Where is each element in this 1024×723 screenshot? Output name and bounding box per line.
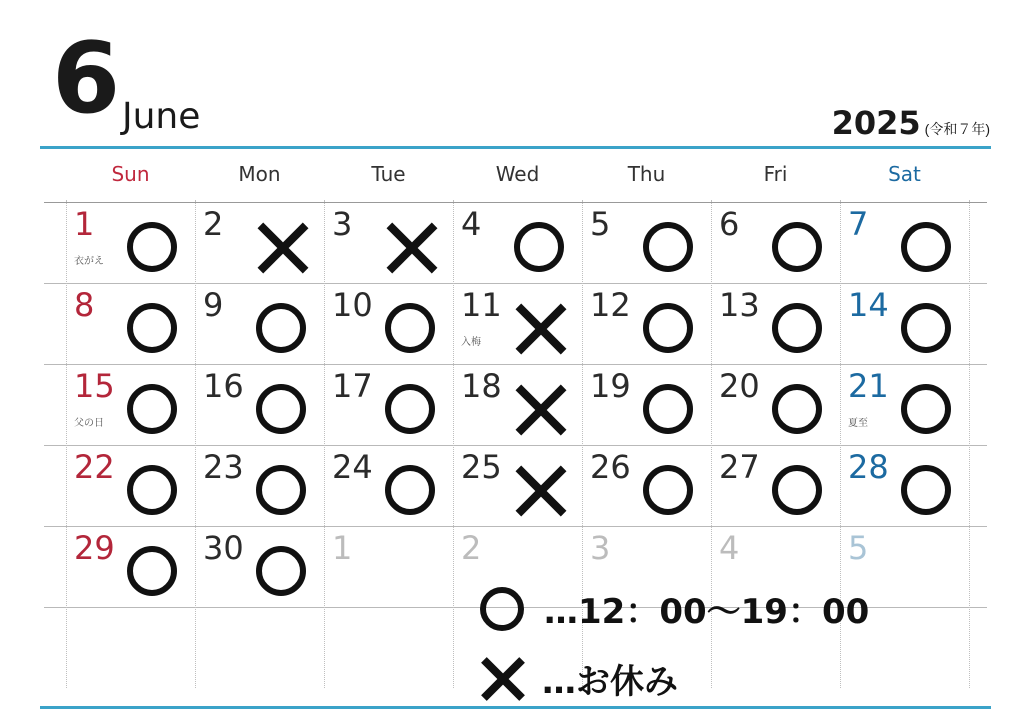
open-circle-icon [643, 465, 693, 515]
day-number: 23 [203, 448, 244, 486]
day-number: 16 [203, 367, 244, 405]
day-number: 27 [719, 448, 760, 486]
day-number: 7 [848, 205, 869, 243]
open-circle-icon [256, 465, 306, 515]
day-cell [711, 445, 840, 526]
day-number: 11 [461, 286, 502, 324]
header-rule [40, 146, 991, 149]
open-circle-icon [901, 465, 951, 515]
open-circle-icon [127, 465, 177, 515]
day-number: 6 [719, 205, 740, 243]
day-cell [324, 526, 453, 607]
day-cell [453, 202, 582, 283]
day-cell [453, 283, 582, 364]
closed-cross-icon [255, 220, 311, 276]
day-number: 29 [74, 529, 115, 567]
day-number: 3 [590, 529, 611, 567]
day-cell [453, 445, 582, 526]
open-circle-icon [256, 546, 306, 596]
day-number: 30 [203, 529, 244, 567]
day-number: 2 [203, 205, 224, 243]
open-circle-icon [385, 303, 435, 353]
open-circle-icon [127, 384, 177, 434]
weekday-sun: Sun [111, 162, 150, 186]
day-cell [582, 283, 711, 364]
day-note: 父の日 [74, 418, 104, 429]
day-cell [195, 283, 324, 364]
cross-mark-icon [480, 656, 526, 702]
year: 2025 [831, 104, 921, 142]
day-number: 18 [461, 367, 502, 405]
day-cell [66, 283, 195, 364]
day-note: 衣がえ [74, 256, 104, 267]
open-circle-icon [127, 303, 177, 353]
day-number: 25 [461, 448, 502, 486]
month-number: 6 [52, 22, 121, 136]
open-circle-icon [772, 303, 822, 353]
weekday-thu: Thu [627, 162, 666, 186]
closed-cross-icon [513, 301, 569, 357]
day-number: 26 [590, 448, 631, 486]
open-circle-icon [256, 384, 306, 434]
day-note: 入梅 [461, 337, 481, 348]
day-number: 2 [461, 529, 482, 567]
day-cell [195, 202, 324, 283]
day-number: 21 [848, 367, 889, 405]
open-circle-icon [901, 222, 951, 272]
day-cell [66, 202, 195, 283]
open-circle-icon [643, 384, 693, 434]
day-cell [195, 364, 324, 445]
day-cell [66, 526, 195, 607]
weekday-tue: Tue [371, 162, 406, 186]
open-circle-icon [127, 546, 177, 596]
day-cell [453, 364, 582, 445]
weekday-mon: Mon [238, 162, 281, 186]
day-cell [840, 202, 969, 283]
legend-open [480, 584, 869, 633]
day-number: 9 [203, 286, 224, 324]
day-number: 19 [590, 367, 631, 405]
year-block [832, 104, 990, 142]
day-number: 24 [332, 448, 373, 486]
open-circle-icon [772, 222, 822, 272]
day-number: 14 [848, 286, 889, 324]
day-cell [582, 202, 711, 283]
day-cell [195, 445, 324, 526]
grid-divider [969, 200, 970, 688]
open-circle-icon [772, 465, 822, 515]
day-number: 13 [719, 286, 760, 324]
month-name: June [122, 96, 201, 137]
day-cell [324, 283, 453, 364]
legend-closed [480, 654, 678, 703]
day-cell [840, 364, 969, 445]
day-cell [582, 364, 711, 445]
circle-mark-icon [480, 587, 524, 631]
era: (令和７年) [924, 121, 990, 137]
day-number: 20 [719, 367, 760, 405]
weekday-wed: Wed [495, 162, 540, 186]
weekday-sat: Sat [888, 162, 921, 186]
day-number: 15 [74, 367, 115, 405]
day-number: 17 [332, 367, 373, 405]
legend-open-text: …12：00～19：00 [544, 592, 870, 632]
day-note: 夏至 [848, 418, 868, 429]
day-cell [195, 526, 324, 607]
day-cell [711, 202, 840, 283]
open-circle-icon [901, 303, 951, 353]
open-circle-icon [643, 222, 693, 272]
weekday-fri: Fri [763, 162, 788, 186]
day-cell [324, 364, 453, 445]
day-number: 4 [719, 529, 740, 567]
day-cell [840, 445, 969, 526]
day-number: 28 [848, 448, 889, 486]
day-number: 12 [590, 286, 631, 324]
day-number: 4 [461, 205, 482, 243]
day-cell [324, 445, 453, 526]
day-cell [840, 283, 969, 364]
day-number: 3 [332, 205, 353, 243]
closed-cross-icon [513, 463, 569, 519]
day-number: 1 [332, 529, 353, 567]
day-cell [582, 445, 711, 526]
open-circle-icon [385, 384, 435, 434]
day-number: 8 [74, 286, 95, 324]
open-circle-icon [127, 222, 177, 272]
day-number: 5 [590, 205, 611, 243]
day-number: 5 [848, 529, 869, 567]
open-circle-icon [385, 465, 435, 515]
day-number: 1 [74, 205, 95, 243]
day-cell [711, 283, 840, 364]
open-circle-icon [256, 303, 306, 353]
day-cell [711, 364, 840, 445]
open-circle-icon [643, 303, 693, 353]
day-number: 22 [74, 448, 115, 486]
footer-rule [40, 706, 991, 709]
legend-closed-text: …お休み [542, 662, 678, 702]
open-circle-icon [901, 384, 951, 434]
day-number: 10 [332, 286, 373, 324]
day-cell [66, 364, 195, 445]
weekday-header [66, 162, 987, 186]
open-circle-icon [514, 222, 564, 272]
closed-cross-icon [384, 220, 440, 276]
closed-cross-icon [513, 382, 569, 438]
day-cell [66, 445, 195, 526]
day-cell [324, 202, 453, 283]
open-circle-icon [772, 384, 822, 434]
